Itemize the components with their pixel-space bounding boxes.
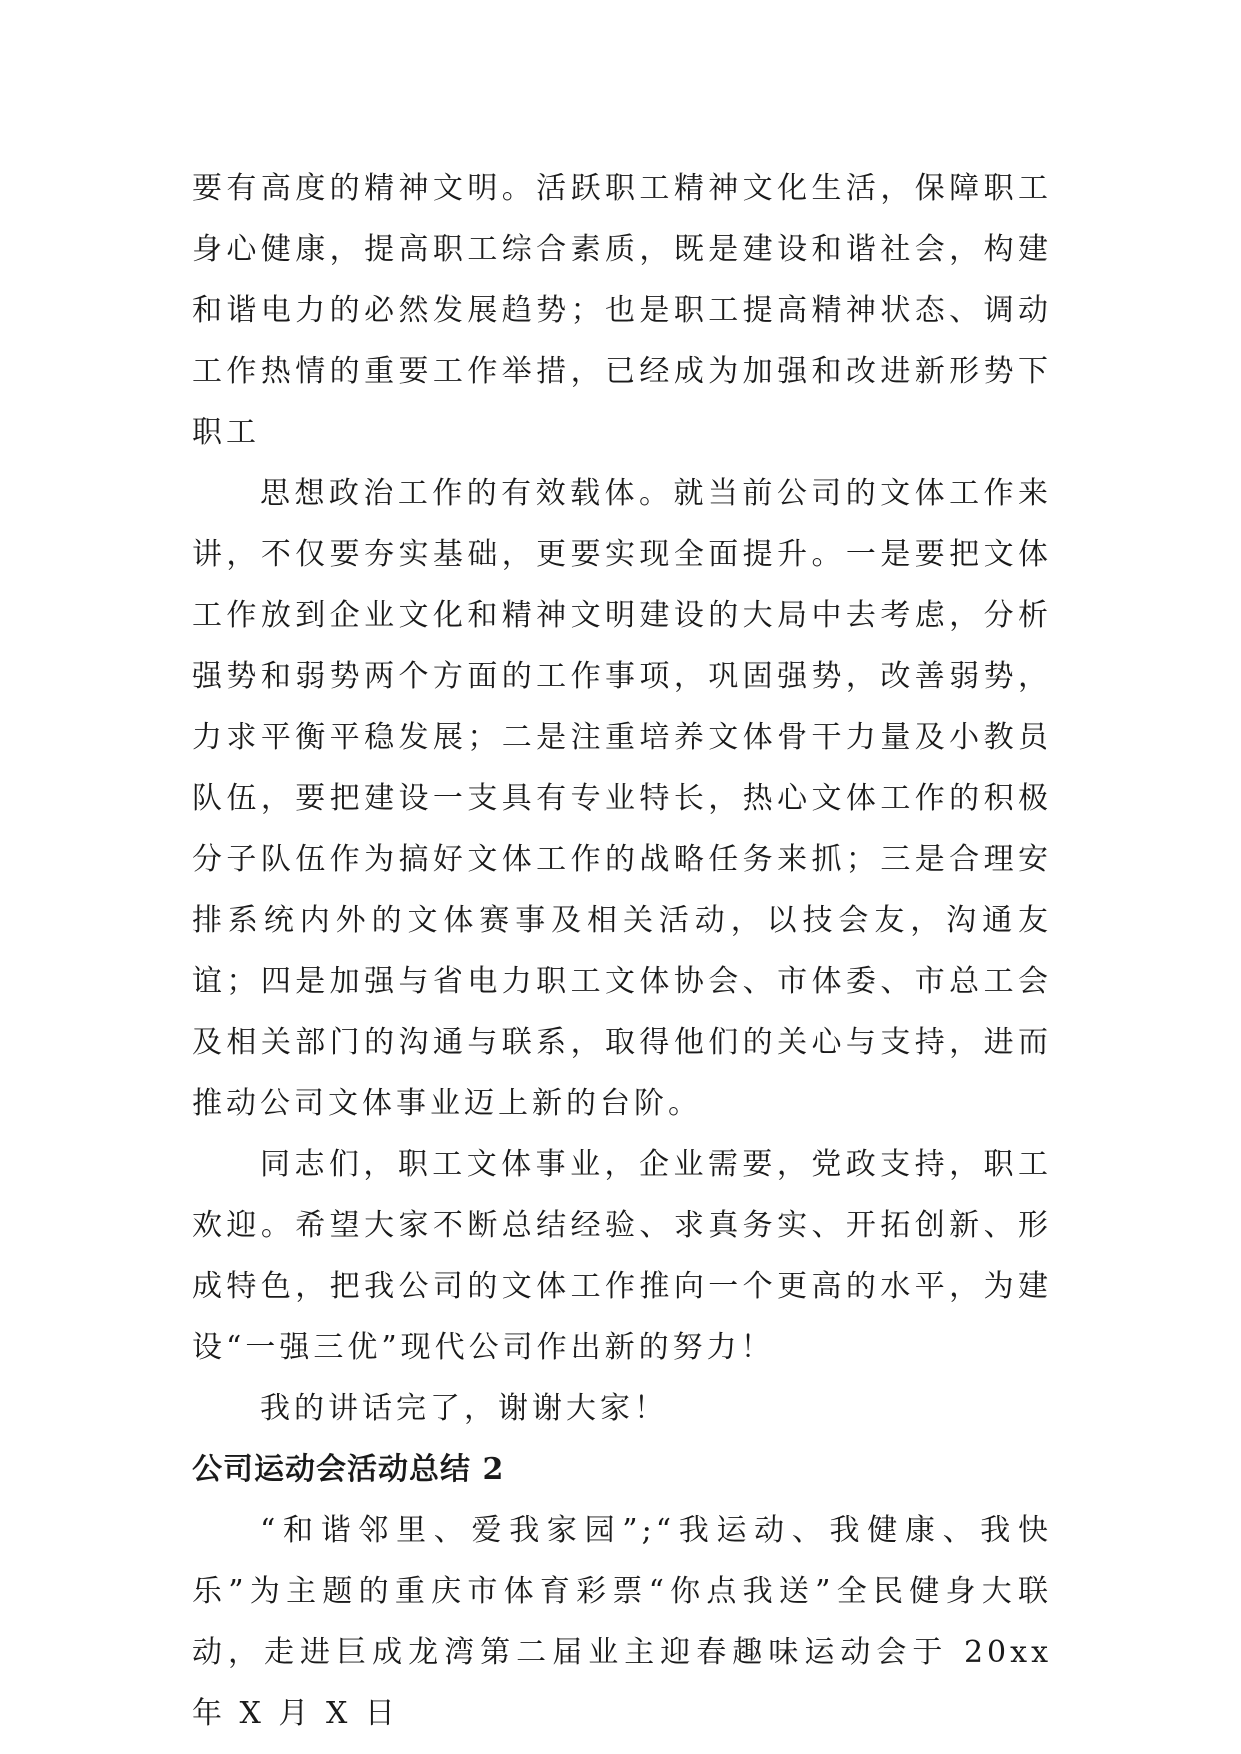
paragraph-cultural-work: 思想政治工作的有效载体。就当前公司的文体工作来讲，不仅要夯实基础，更要实现全面提升。一是要把文体工作放到企业文化和精神文明建设的大局中去考虑，分析强势和弱势两个方面的工作事项，巩固强势，改善弱势，力求平衡平稳发展；二是注重培养文体骨干力量及小教员队伍，要把建设一支具有专业特长，热心文体工作的积极分子队伍作为搞好文体工作的战略任务来抓；三是合理安排系统内外的文体赛事及相关活动，以技会友，沟通友谊；四是加强与省电力职工文体协会、市体委、市总工会及相关部门的沟通与联系，取得他们的关心与支持，进而推动公司文体事业迈上新的台阶。: [192, 476, 1052, 1121]
paragraph-closing: 我的讲话完了，谢谢大家！: [260, 1391, 668, 1426]
paragraph-comrades: 同志们，职工文体事业，企业需要，党政支持，职工欢迎。希望大家不断总结经验、求真务实、开拓创新、形成特色，把我公司的文体工作推向一个更高的水平，为建设“一强三优”现代公司作出新的努力！: [192, 1147, 1052, 1365]
section-heading: 公司运动会活动总结 2: [192, 1452, 505, 1487]
document-body: [192, 158, 1052, 1744]
paragraph-continuation: 要有高度的精神文明。活跃职工精神文化生活，保障职工身心健康，提高职工综合素质，既是建设和谐社会，构建和谐电力的必然发展趋势；也是职工提高精神状态、调动工作热情的重要工作举措，已经成为加强和改进新形势下职工: [192, 171, 1052, 450]
paragraph-event-intro: “和谐邻里、爱我家园”;“我运动、我健康、我快乐”为主题的重庆市体育彩票“你点我送”全民健身大联动，走进巨成龙湾第二届业主迎春趣味运动会于 20xx 年 X 月 X 日: [192, 1513, 1052, 1731]
